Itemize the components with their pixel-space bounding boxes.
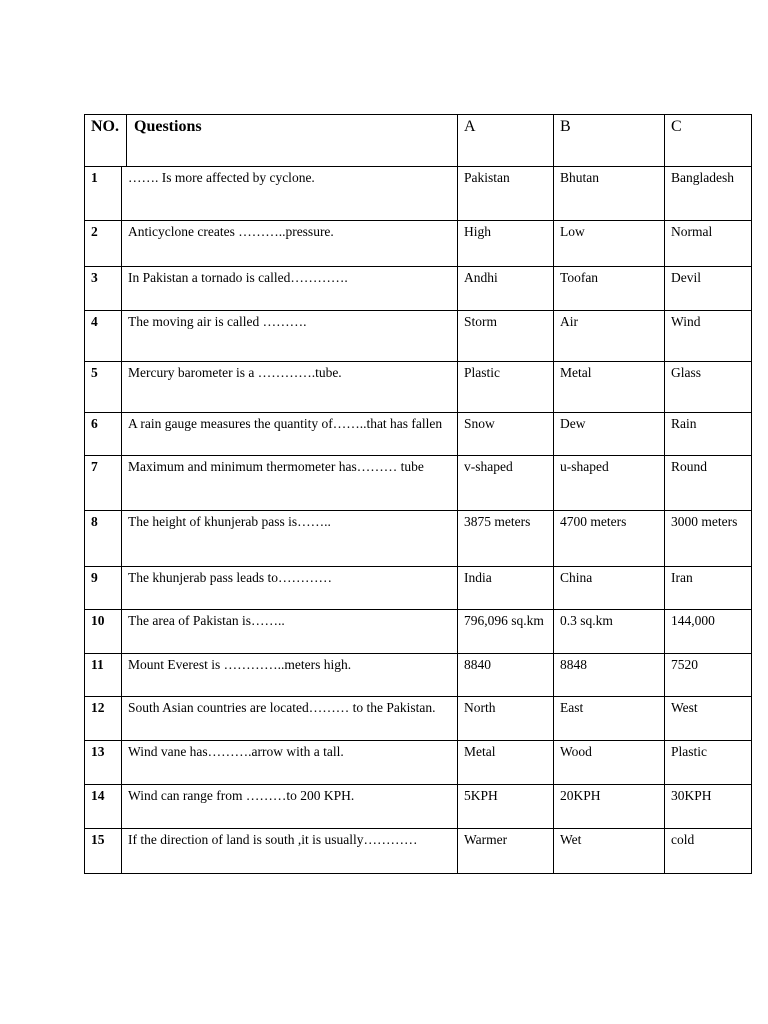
option-c: Normal (665, 221, 752, 267)
question-row (85, 267, 752, 311)
header-no: NO. (85, 115, 127, 166)
option-c: 144,000 (665, 610, 752, 654)
option-a: Pakistan (458, 167, 554, 221)
question-row (85, 610, 752, 654)
question-row (85, 413, 752, 456)
question-text: Wind vane has……….arrow with a tall. (122, 741, 458, 785)
option-b: Wet (554, 829, 665, 874)
option-a: 8840 (458, 654, 554, 697)
option-a: Warmer (458, 829, 554, 874)
option-a: Plastic (458, 362, 554, 413)
question-number: 7 (85, 456, 122, 511)
option-c: Rain (665, 413, 752, 456)
question-row (85, 741, 752, 785)
option-b: Dew (554, 413, 665, 456)
option-a: 3875 meters (458, 511, 554, 567)
question-text: A rain gauge measures the quantity of……..that has fallen (122, 413, 458, 456)
question-number: 8 (85, 511, 122, 567)
option-a: Snow (458, 413, 554, 456)
question-text: Wind can range from ………to 200 KPH. (122, 785, 458, 829)
header-option-b: B (554, 115, 665, 167)
option-b: 8848 (554, 654, 665, 697)
option-c: Glass (665, 362, 752, 413)
option-c: Round (665, 456, 752, 511)
question-row (85, 567, 752, 610)
question-text: In Pakistan a tornado is called…………. (122, 267, 458, 311)
option-b: Air (554, 311, 665, 362)
quiz-body (85, 167, 752, 874)
question-number: 2 (85, 221, 122, 267)
header-questions: Questions (134, 118, 202, 135)
option-c: Bangladesh (665, 167, 752, 221)
question-row (85, 311, 752, 362)
option-a: 5KPH (458, 785, 554, 829)
question-row (85, 829, 752, 874)
option-b: East (554, 697, 665, 741)
quiz-table (84, 114, 752, 874)
question-number: 13 (85, 741, 122, 785)
question-number: 6 (85, 413, 122, 456)
option-c: Plastic (665, 741, 752, 785)
question-row (85, 654, 752, 697)
option-a: Andhi (458, 267, 554, 311)
option-a: North (458, 697, 554, 741)
question-text: The height of khunjerab pass is…….. (122, 511, 458, 567)
question-text: The moving air is called ………. (122, 311, 458, 362)
header-row (85, 115, 752, 167)
option-c: cold (665, 829, 752, 874)
option-a: 796,096 sq.km (458, 610, 554, 654)
question-text: Mount Everest is …………..meters high. (122, 654, 458, 697)
option-b: Low (554, 221, 665, 267)
question-number: 12 (85, 697, 122, 741)
option-c: Devil (665, 267, 752, 311)
question-number: 10 (85, 610, 122, 654)
question-row (85, 456, 752, 511)
question-text: Anticyclone creates ………..pressure. (122, 221, 458, 267)
question-row (85, 511, 752, 567)
option-c: West (665, 697, 752, 741)
option-c: 7520 (665, 654, 752, 697)
header-option-a: A (458, 115, 554, 167)
option-c: Wind (665, 311, 752, 362)
question-number: 14 (85, 785, 122, 829)
question-row (85, 697, 752, 741)
question-number: 15 (85, 829, 122, 874)
question-text: Maximum and minimum thermometer has……… tube (122, 456, 458, 511)
question-number: 5 (85, 362, 122, 413)
question-number: 9 (85, 567, 122, 610)
option-b: 4700 meters (554, 511, 665, 567)
option-b: Bhutan (554, 167, 665, 221)
option-b: 0.3 sq.km (554, 610, 665, 654)
question-number: 4 (85, 311, 122, 362)
option-a: v-shaped (458, 456, 554, 511)
question-number: 11 (85, 654, 122, 697)
question-number: 1 (85, 167, 122, 221)
question-text: If the direction of land is south ,it is usually………… (122, 829, 458, 874)
option-b: 20KPH (554, 785, 665, 829)
question-number: 3 (85, 267, 122, 311)
option-a: India (458, 567, 554, 610)
option-a: Metal (458, 741, 554, 785)
option-a: High (458, 221, 554, 267)
question-text: The khunjerab pass leads to………… (122, 567, 458, 610)
option-c: 30KPH (665, 785, 752, 829)
header-option-c: C (665, 115, 752, 167)
question-text: The area of Pakistan is…….. (122, 610, 458, 654)
option-c: Iran (665, 567, 752, 610)
question-row (85, 785, 752, 829)
question-text: ……. Is more affected by cyclone. (122, 167, 458, 221)
option-c: 3000 meters (665, 511, 752, 567)
option-b: Toofan (554, 267, 665, 311)
question-text: Mercury barometer is a ………….tube. (122, 362, 458, 413)
header-no-questions-cell (85, 115, 458, 167)
question-row (85, 362, 752, 413)
question-row (85, 167, 752, 221)
option-b: Wood (554, 741, 665, 785)
option-b: China (554, 567, 665, 610)
option-b: Metal (554, 362, 665, 413)
option-a: Storm (458, 311, 554, 362)
question-text: South Asian countries are located……… to the Pakistan. (122, 697, 458, 741)
question-row (85, 221, 752, 267)
option-b: u-shaped (554, 456, 665, 511)
